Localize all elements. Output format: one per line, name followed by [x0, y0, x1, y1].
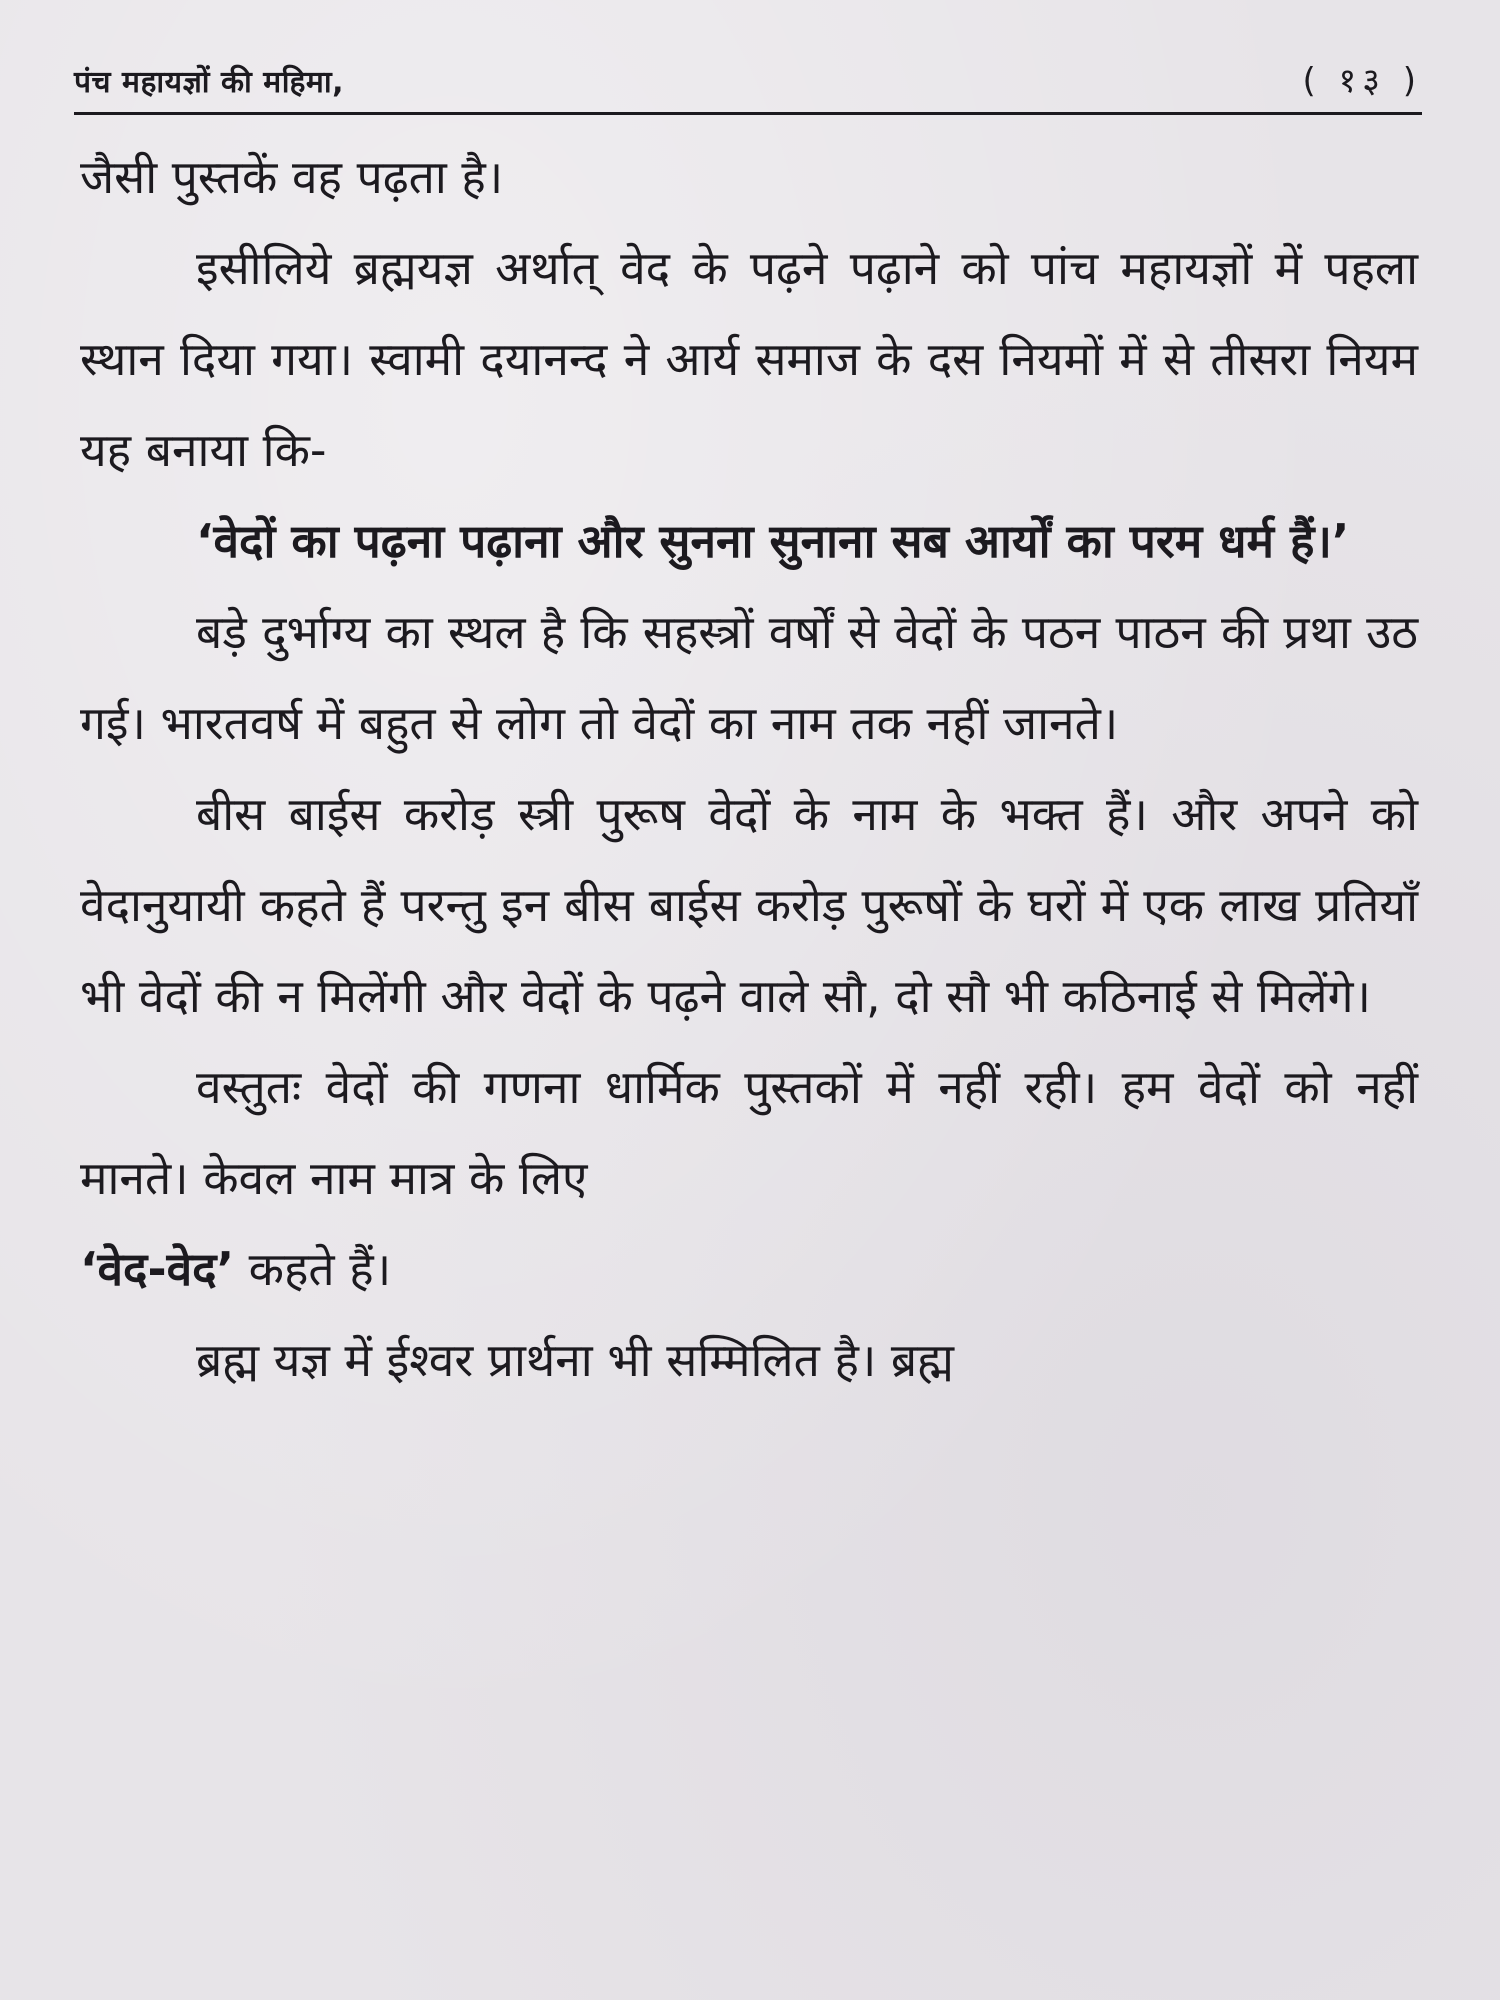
paragraph-prayer: ब्रह्म यज्ञ में ईश्वर प्रार्थना भी सम्मिलित है। ब्रह्म [196, 1333, 955, 1387]
paragraph-veda-veda [80, 1224, 1418, 1315]
veda-veda-phrase: ‘वेद-वेद’ [80, 1242, 235, 1296]
paragraph-misfortune: बड़े दुर्भाग्य का स्थल है कि सहस्त्रों वर्षों से वेदों के पठन पाठन की प्रथा उठ गई। भारतवर्ष में बहुत से लोग तो वेदों का नाम तक नहीं जानते। [80, 605, 1418, 750]
paragraph-continuation: जैसी पुस्तकें वह पढ़ता है। [80, 150, 504, 204]
paragraph-devotees: बीस बाईस करोड़ स्त्री पुरूष वेदों के नाम के भक्त हैं। और अपने को वेदानुयायी कहते हैं परन्तु इन बीस बाईस करोड़ पुरूषों के घरों में एक लाख प्रतियाँ भी वेदों की न मिलेंगी और वेदों के पढ़ने वाले सौ, दो सौ भी कठिनाई से मिलेंगे। [80, 787, 1418, 1023]
header-rule [74, 112, 1422, 115]
body-text [80, 132, 1418, 1406]
paragraph-in-fact: वस्तुतः वेदों की गणना धार्मिक पुस्तकों में नहीं रही। हम वेदों को नहीं मानते। केवल नाम मात्र के लिए [80, 1060, 1418, 1205]
page-number: ( १३ ) [1302, 61, 1422, 101]
paragraph-brahmayajna: इसीलिये ब्रह्मयज्ञ अर्थात् वेद के पढ़ने पढ़ाने को पांच महायज्ञों में पहला स्थान दिया गया। स्वामी दयानन्द ने आर्य समाज के दस नियमों में से तीसरा नियम यह बनाया कि- [80, 241, 1418, 477]
veda-veda-rest: कहते हैं। [234, 1242, 392, 1296]
running-title: पंच महायज्ञों की महिमा, [74, 65, 345, 100]
quoted-rule: ‘वेदों का पढ़ना पढ़ाना और सुनना सुनाना सब आर्यों का परम धर्म हैं।’ [196, 514, 1350, 568]
running-head [74, 56, 1422, 106]
